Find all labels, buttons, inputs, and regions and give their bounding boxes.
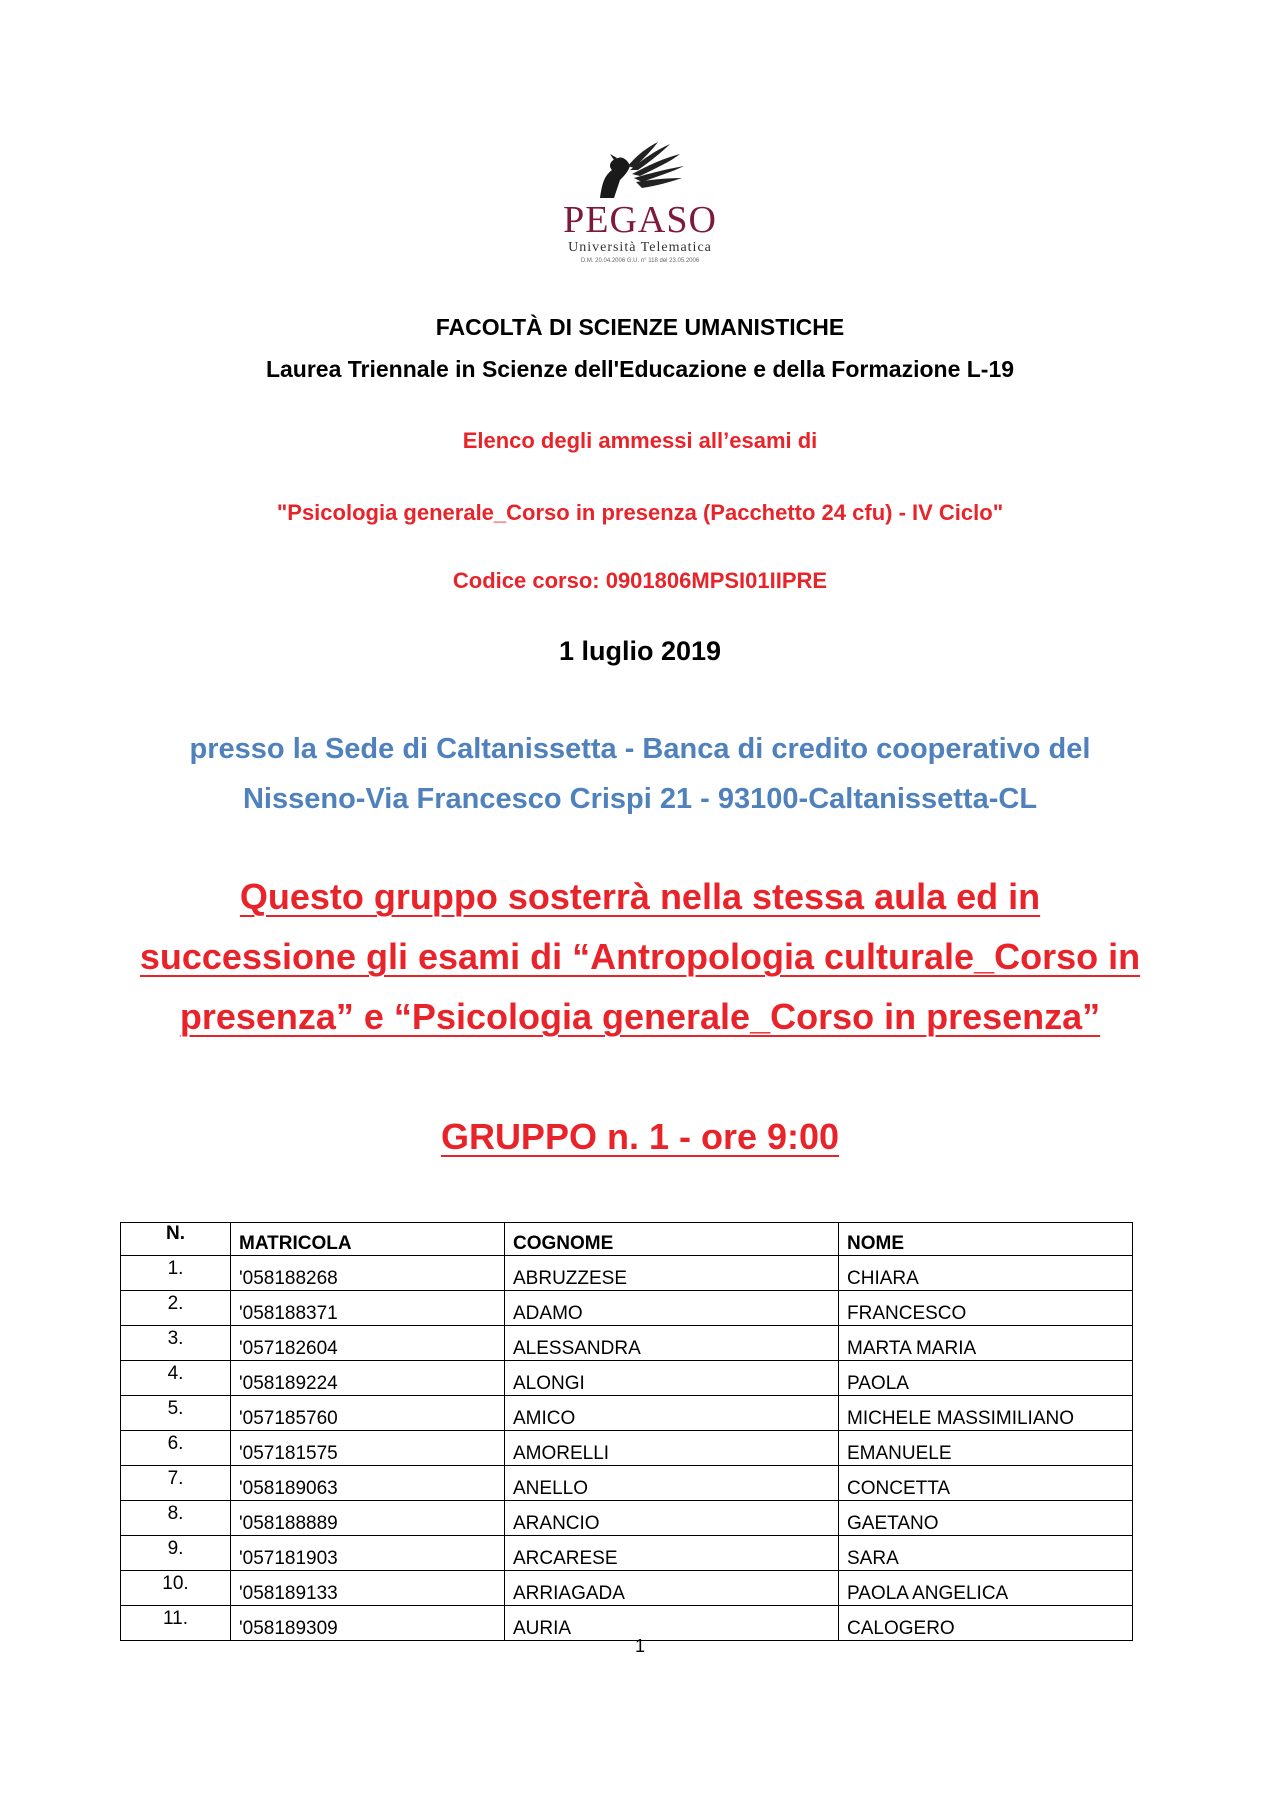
table-row	[121, 1326, 1133, 1361]
page-number: 1	[634, 1636, 645, 1656]
cell-cognome: ALONGI	[505, 1361, 839, 1396]
table-row	[121, 1501, 1133, 1536]
cell-cognome: AURIA	[505, 1606, 839, 1641]
cell-nome: MICHELE MASSIMILIANO	[839, 1396, 1133, 1431]
cell-nome: SARA	[839, 1536, 1133, 1571]
cell-n: 8.	[121, 1501, 231, 1536]
cell-n: 6.	[121, 1431, 231, 1466]
cell-n: 2.	[121, 1291, 231, 1326]
cell-matricola: '057181903	[231, 1536, 505, 1571]
cell-matricola: '057185760	[231, 1396, 505, 1431]
cell-nome: EMANUELE	[839, 1431, 1133, 1466]
cell-matricola: '058189133	[231, 1571, 505, 1606]
cell-nome: MARTA MARIA	[839, 1326, 1133, 1361]
cell-matricola: '057181575	[231, 1431, 505, 1466]
cell-n: 3.	[121, 1326, 231, 1361]
cell-nome: CHIARA	[839, 1256, 1133, 1291]
cell-n: 10.	[121, 1571, 231, 1606]
cell-cognome: ADAMO	[505, 1291, 839, 1326]
cell-n: 11.	[121, 1606, 231, 1641]
note-line-2: successione gli esami di “Antropologia culturale_Corso in	[139, 936, 1141, 977]
pegasus-horse-icon	[590, 140, 690, 202]
cell-cognome: AMICO	[505, 1396, 839, 1431]
table-row	[121, 1396, 1133, 1431]
cell-nome: PAOLA ANGELICA	[839, 1571, 1133, 1606]
header-nome: NOME	[839, 1223, 1133, 1256]
cell-matricola: '058188889	[231, 1501, 505, 1536]
table-row	[121, 1571, 1133, 1606]
header-n: N.	[121, 1223, 231, 1256]
pegaso-logo	[520, 140, 760, 270]
cell-n: 4.	[121, 1361, 231, 1396]
exam-date: 1 luglio 2019	[558, 636, 722, 666]
cell-matricola: '058189309	[231, 1606, 505, 1641]
cell-n: 5.	[121, 1396, 231, 1431]
logo-subtitle: Università Telematica	[568, 240, 712, 255]
header-matricola: MATRICOLA	[231, 1223, 505, 1256]
cell-nome: PAOLA	[839, 1361, 1133, 1396]
cell-matricola: '058188268	[231, 1256, 505, 1291]
cell-cognome: ARRIAGADA	[505, 1571, 839, 1606]
note-line-3: presenza” e “Psicologia generale_Corso in presenza”	[179, 996, 1101, 1037]
location-line-2: Nisseno-Via Francesco Crispi 21 - 93100-Caltanissetta-CL	[242, 783, 1038, 815]
course-code: Codice corso: 0901806MPSI01IIPRE	[452, 568, 828, 593]
note-line-1: Questo gruppo sosterrà nella stessa aula ed in	[239, 876, 1041, 917]
logo-name: PEGASO	[563, 199, 717, 241]
cell-nome: CALOGERO	[839, 1606, 1133, 1641]
group-title: GRUPPO n. 1 - ore 9:00	[440, 1116, 840, 1157]
cell-nome: FRANCESCO	[839, 1291, 1133, 1326]
cell-nome: GAETANO	[839, 1501, 1133, 1536]
cell-matricola: '058189224	[231, 1361, 505, 1396]
cell-n: 7.	[121, 1466, 231, 1501]
header-cognome: COGNOME	[505, 1223, 839, 1256]
cell-matricola: '057182604	[231, 1326, 505, 1361]
cell-n: 9.	[121, 1536, 231, 1571]
admitted-students-table	[120, 1222, 1133, 1641]
cell-nome: CONCETTA	[839, 1466, 1133, 1501]
table-header-row	[121, 1223, 1133, 1256]
cell-matricola: '058188371	[231, 1291, 505, 1326]
table-row	[121, 1256, 1133, 1291]
cell-cognome: AMORELLI	[505, 1431, 839, 1466]
faculty-title: FACOLTÀ DI SCIENZE UMANISTICHE	[435, 314, 845, 340]
location-line-1: presso la Sede di Caltanissetta - Banca di credito cooperativo del	[189, 733, 1091, 765]
exam-intro: Elenco degli ammessi all’esami di	[462, 428, 818, 453]
cell-cognome: ANELLO	[505, 1466, 839, 1501]
cell-n: 1.	[121, 1256, 231, 1291]
cell-cognome: ABRUZZESE	[505, 1256, 839, 1291]
cell-cognome: ARANCIO	[505, 1501, 839, 1536]
cell-cognome: ARCARESE	[505, 1536, 839, 1571]
table-row	[121, 1361, 1133, 1396]
cell-matricola: '058189063	[231, 1466, 505, 1501]
table-row	[121, 1466, 1133, 1501]
cell-cognome: ALESSANDRA	[505, 1326, 839, 1361]
table-row	[121, 1431, 1133, 1466]
logo-small-text: D.M. 20.04.2006 G.U. n° 118 del 23.05.2006	[580, 258, 700, 264]
table-row	[121, 1291, 1133, 1326]
degree-title: Laurea Triennale in Scienze dell'Educazione e della Formazione L-19	[265, 356, 1015, 382]
table-row	[121, 1536, 1133, 1571]
exam-course: "Psicologia generale_Corso in presenza (Pacchetto 24 cfu) - IV Ciclo"	[276, 500, 1004, 525]
